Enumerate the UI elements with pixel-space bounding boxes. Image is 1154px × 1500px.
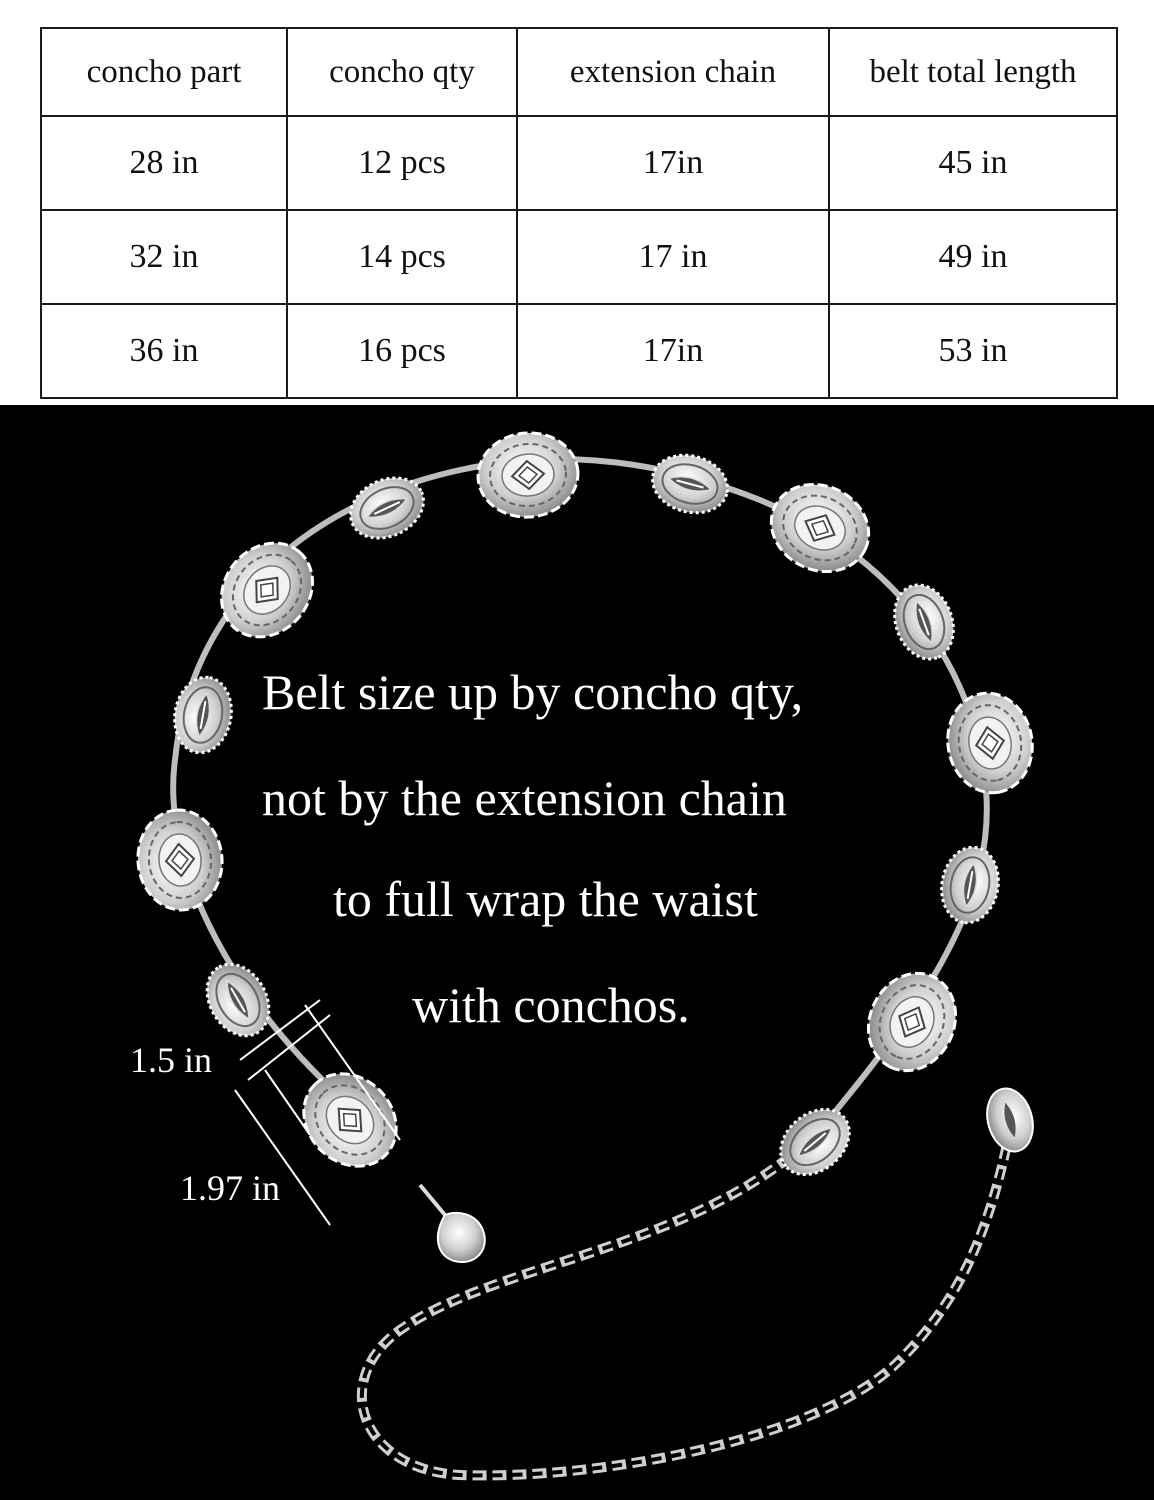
big-concho (940, 686, 1040, 799)
cell-concho-qty: 14 pcs (287, 210, 517, 304)
header-extension-chain: extension chain (517, 28, 829, 116)
table-row (41, 304, 1117, 398)
message-line-1: Belt size up by concho qty, (262, 664, 804, 720)
table-header-row (41, 28, 1117, 116)
concho-belt-illustration (0, 405, 1154, 1500)
big-concho (475, 429, 582, 521)
cell-belt-total-length: 45 in (829, 116, 1117, 210)
small-concho (195, 953, 281, 1047)
size-chart-panel (0, 0, 1154, 405)
big-concho (134, 807, 226, 914)
big-concho (203, 525, 332, 656)
lobster-clasp (420, 1185, 485, 1262)
header-belt-total-length: belt total length (829, 28, 1117, 116)
cell-concho-qty: 16 pcs (287, 304, 517, 398)
cell-concho-part: 36 in (41, 304, 287, 398)
cell-belt-total-length: 53 in (829, 304, 1117, 398)
table-row (41, 116, 1117, 210)
extension-chain (362, 1130, 1010, 1475)
width-dimension-label: 1.5 in (130, 1040, 213, 1080)
table-row (41, 210, 1117, 304)
message-line-2: not by the extension chain (262, 770, 787, 826)
size-table (40, 27, 1118, 399)
cell-extension-chain: 17in (517, 116, 829, 210)
cell-belt-total-length: 49 in (829, 210, 1117, 304)
header-concho-part: concho part (41, 28, 287, 116)
cell-concho-qty: 12 pcs (287, 116, 517, 210)
end-tip-concho (980, 1083, 1039, 1156)
small-concho (768, 1096, 862, 1188)
cell-concho-part: 28 in (41, 116, 287, 210)
cell-extension-chain: 17in (517, 304, 829, 398)
header-concho-qty: concho qty (287, 28, 517, 116)
length-dimension-label: 1.97 in (180, 1168, 281, 1208)
cell-concho-part: 32 in (41, 210, 287, 304)
message-line-4: with conchos. (412, 977, 690, 1033)
small-concho (936, 843, 1004, 928)
message-line-3: to full wrap the waist (333, 871, 758, 927)
cell-extension-chain: 17 in (517, 210, 829, 304)
big-concho (285, 1055, 415, 1185)
small-concho (646, 447, 734, 521)
big-concho (757, 469, 883, 587)
